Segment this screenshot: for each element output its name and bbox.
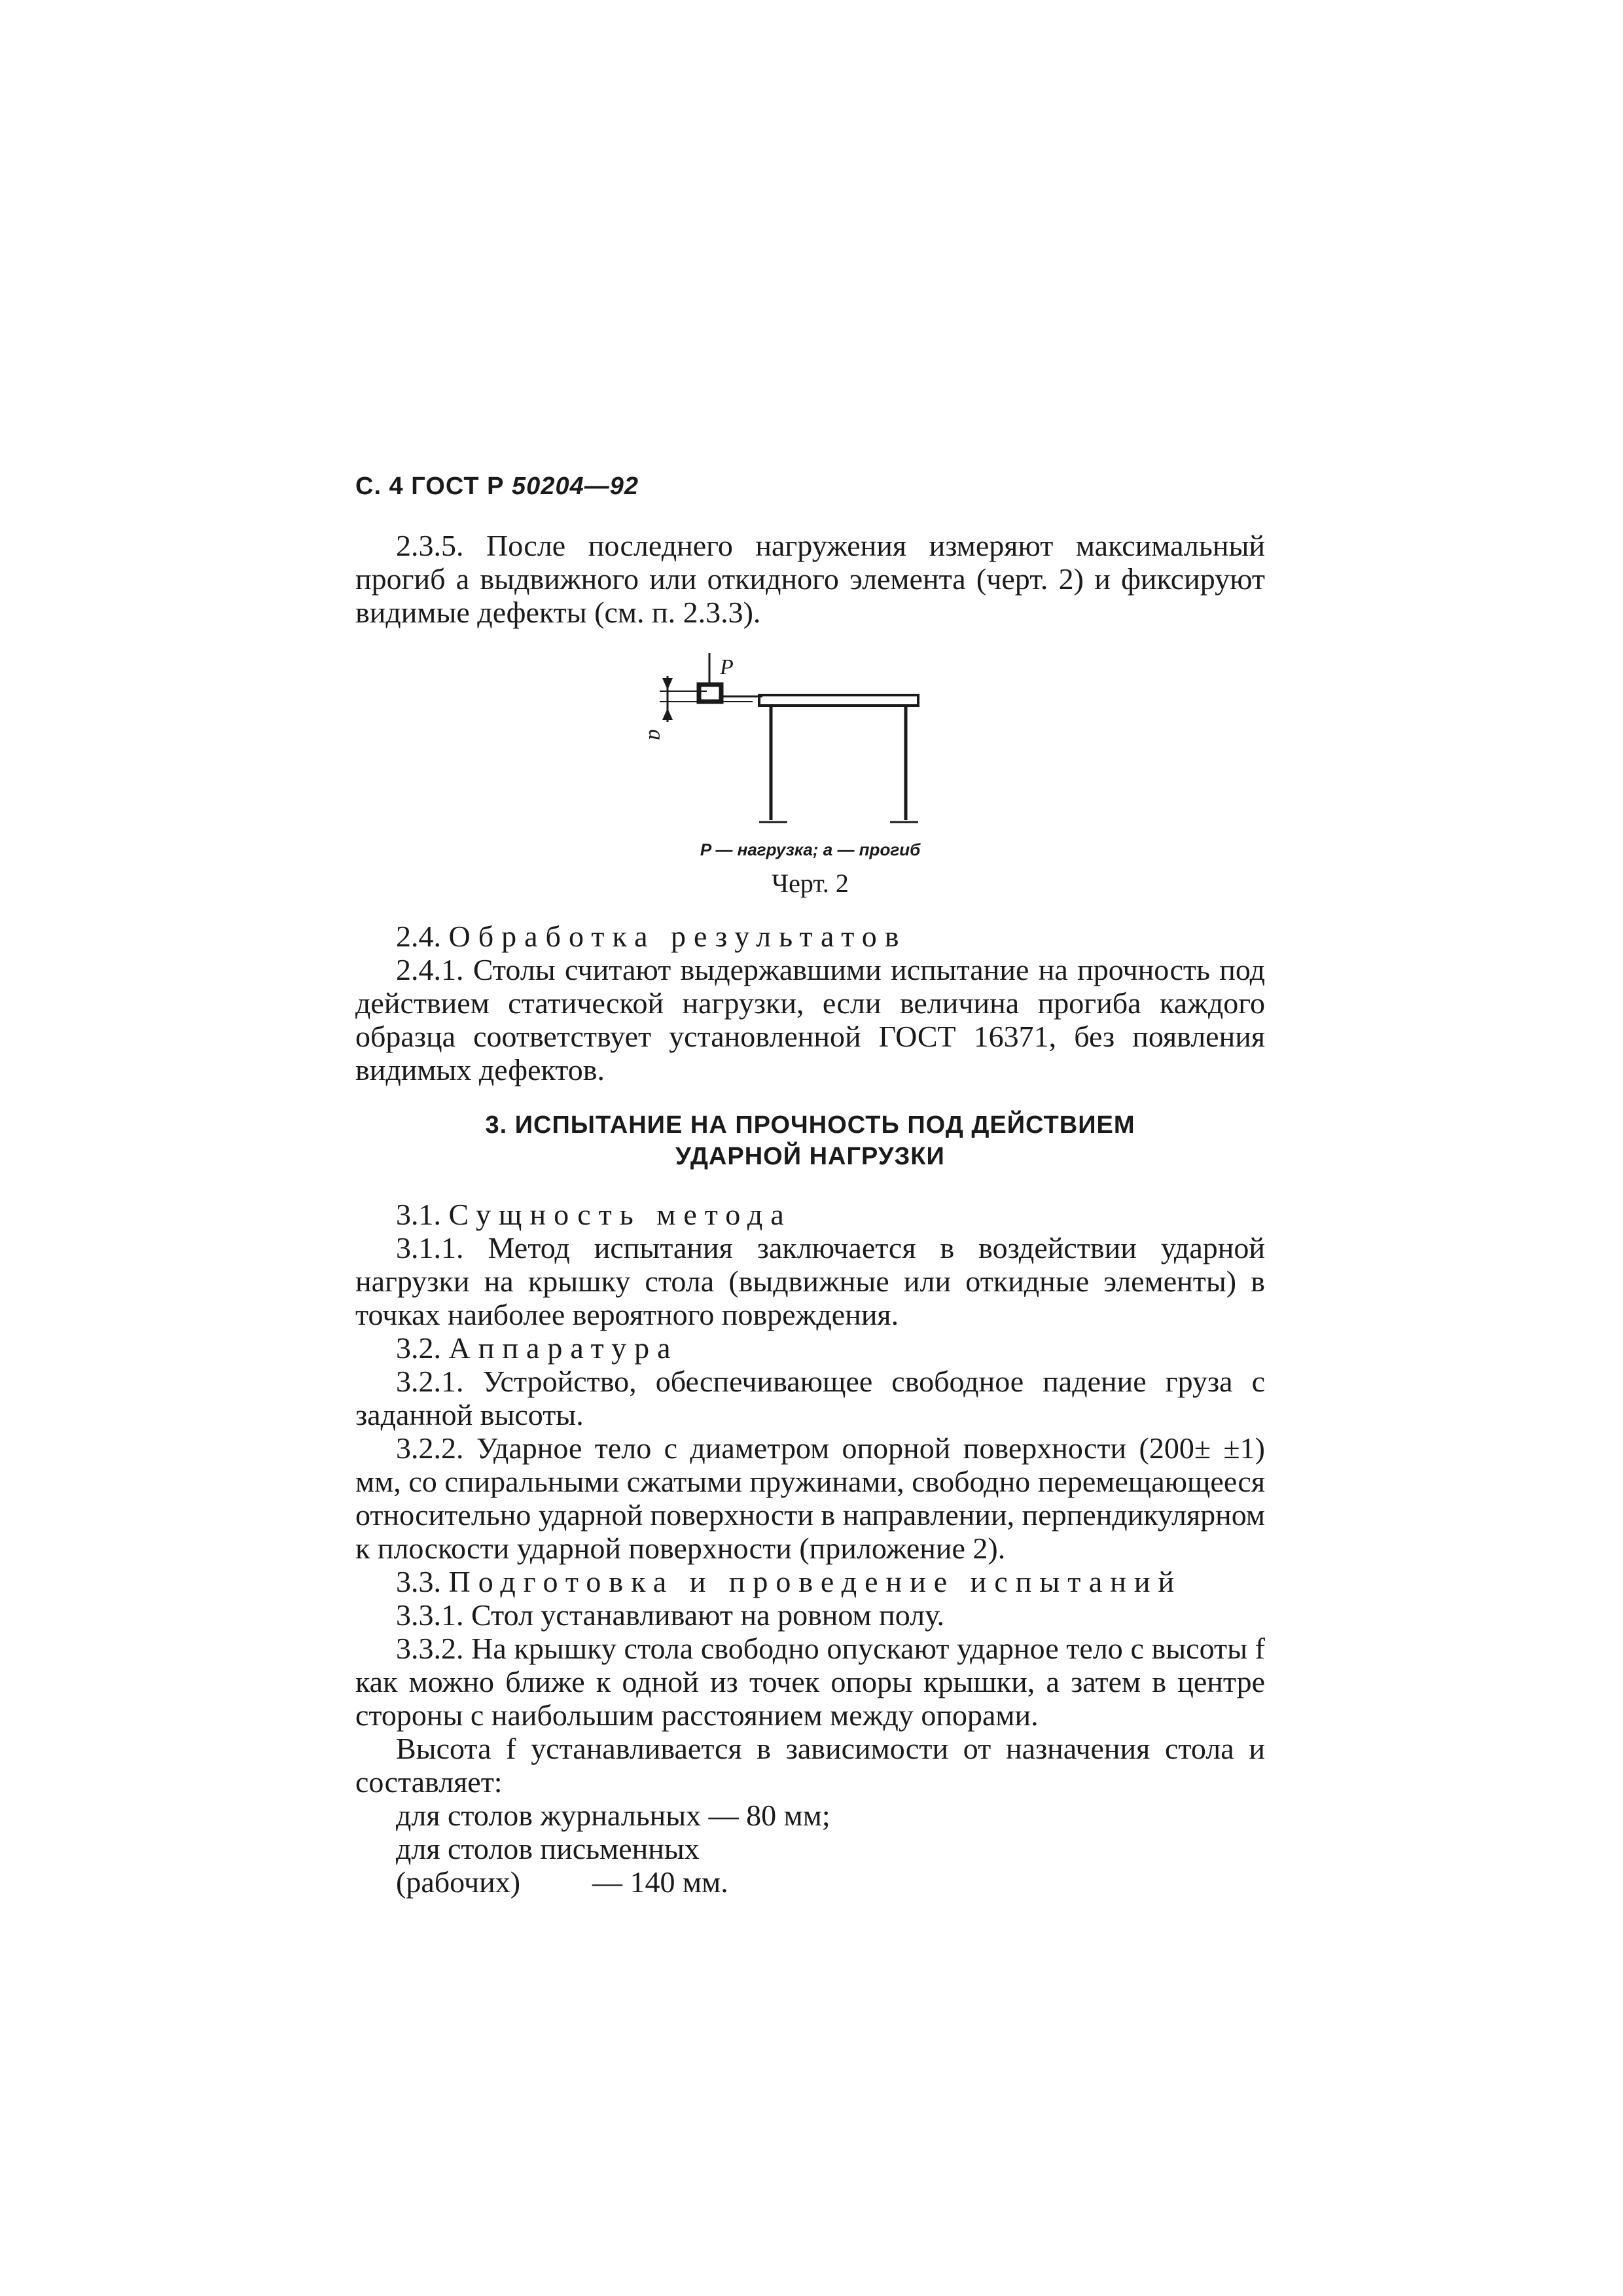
paragraph-3-3-2: 3.3.2. На крышку стола свободно опускают ударное тело с высоты f как можно ближе к одной из точек опоры крышки, а затем в центре стороны с наибольшим расстоянием между опорами. [355,1632,1265,1732]
paragraph-3-2-2: 3.2.2. Ударное тело с диаметром опорной поверхности (200± ±1) мм, со спиральными сжатыми пружинами, свободно перемещающееся относительно ударной поверхности в направлении, перпендикулярном к плоскости ударной поверхности (приложение 2). [355,1431,1265,1565]
paragraph-3-2-1: 3.2.1. Устройство, обеспечивающее свободное падение груза с заданной высоты. [355,1365,1265,1431]
paragraph-height: Высота f устанавливается в зависимости от назначения стола и составляет: [355,1732,1265,1799]
section-2-4-block [355,920,1265,1086]
paragraph-2-3-5: 2.3.5. После последнего нагружения измеряют максимальный прогиб a выдвижного или откидного элемента (черт. 2) и фиксируют видимые дефекты (см. п. 2.3.3). [355,529,1265,629]
subsection-2-4-title: Обработка результатов [448,920,907,953]
load-weight [699,685,721,702]
deflection-arrow-top [662,678,673,690]
table-top [759,695,918,706]
section-3-title-line2: УДАРНОЙ НАГРУЗКИ [675,1143,945,1170]
subsection-3-2-number: 3.2. [396,1331,441,1365]
section-3-body [355,1198,1265,1899]
paragraph-2-3-5-block [355,529,1265,629]
list-item-working-label: (рабочих) [396,1865,521,1899]
subsection-3-3-title: Подготовка и проведение испытаний [448,1565,1183,1598]
figure-legend: P — нагрузка; a — прогиб [700,840,921,859]
table-deflection-diagram [628,647,936,830]
section-3-title-line1: 3. ИСПЫТАНИЕ НА ПРОЧНОСТЬ ПОД ДЕЙСТВИЕМ [485,1111,1135,1139]
list-item-working-value: — 140 мм. [592,1865,728,1899]
subsection-2-4-heading [355,920,1265,953]
doc-number: 50204—92 [512,473,639,500]
list-item-magazine-tables: для столов журнальных — 80 мм; [396,1799,830,1832]
page-header [355,473,639,501]
doc-label: ГОСТ Р [411,473,505,500]
figure-2 [628,647,936,830]
paragraph-3-1-1: 3.1.1. Метод испытания заключается в воздействии ударной нагрузки на крышку стола (выдвижные или откидные элементы) в точках наиболее вероятного повреждения. [355,1231,1265,1331]
figure-caption: Черт. 2 [772,869,849,898]
page-number: С. 4 [355,473,404,500]
subsection-3-2-title: Аппаратура [448,1331,679,1365]
deflection-label: a [644,729,668,740]
subsection-3-3-heading [355,1565,1265,1598]
list-item-writing-tables-value [355,1865,1265,1899]
subsection-3-1-title: Сущность метода [448,1198,792,1231]
list-item-writing-tables: для столов письменных [396,1832,700,1865]
paragraph-3-3-1: 3.3.1. Стол устанавливают на ровном полу. [396,1598,944,1632]
subsection-3-3-number: 3.3. [396,1565,441,1598]
subsection-3-1-heading [355,1198,1265,1231]
section-3-heading [355,1109,1265,1172]
subsection-3-2-heading [355,1331,1265,1365]
deflection-arrow-bottom [662,708,673,720]
subsection-3-1-number: 3.1. [396,1198,441,1231]
load-label: P [720,655,734,679]
subsection-2-4-number: 2.4. [396,920,441,953]
paragraph-2-4-1: 2.4.1. Столы считают выдержавшими испытание на прочность под действием статической нагрузки, если величина прогиба каждого образца соответствует установленной ГОСТ 16371, без появления видимых дефектов. [355,953,1265,1086]
